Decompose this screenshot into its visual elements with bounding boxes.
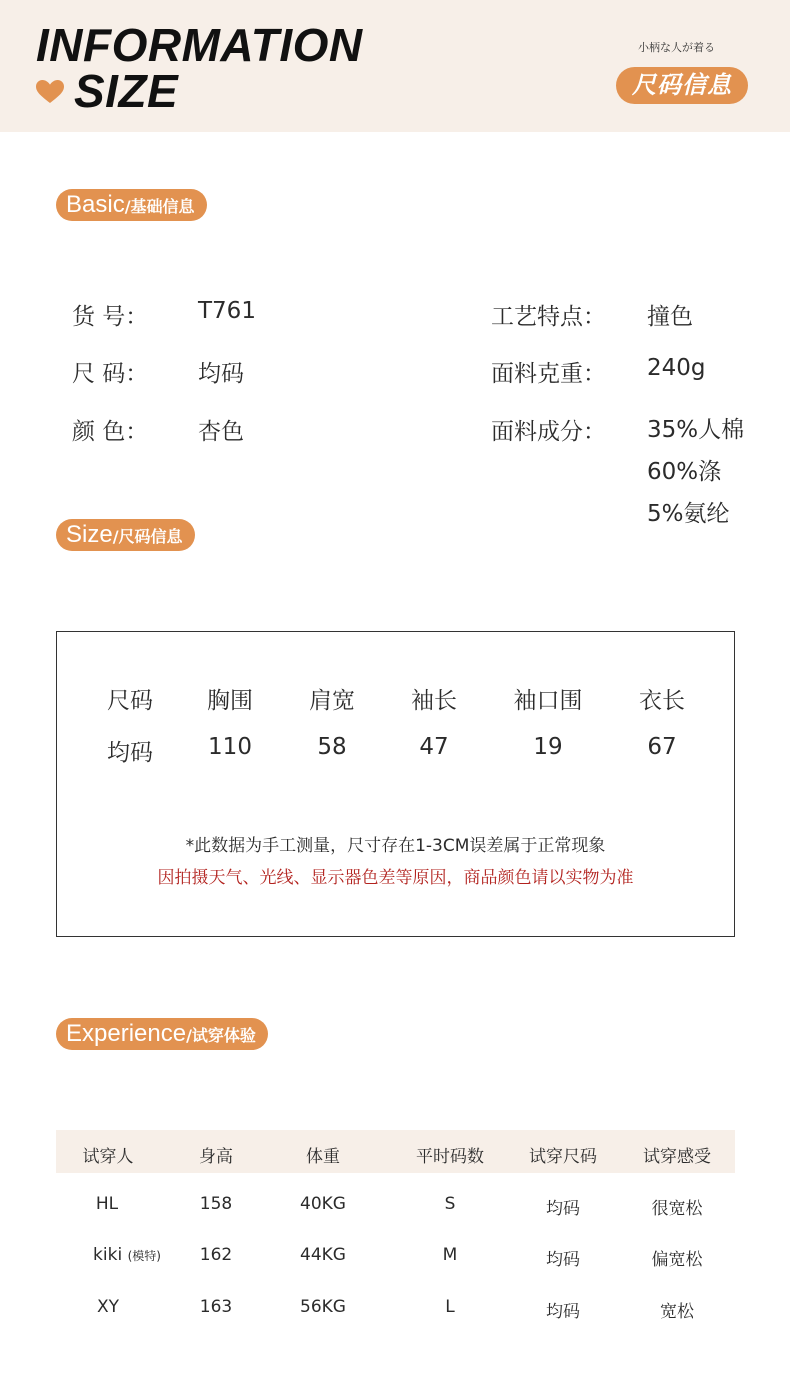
heart-icon [36,80,64,104]
composition-value: 5%氨纶 [647,501,730,527]
item-no-value: T761 [198,298,256,324]
title-size: SIZE [74,65,179,117]
model-tag: (模特) [127,1249,161,1263]
size-header-cell: 胸围 [207,688,253,714]
composition-label: 面料成分： [491,419,606,445]
exp-usual-size: M [442,1245,458,1265]
section-size-en: Size [66,521,113,548]
exp-usual-size: S [444,1194,456,1214]
exp-height: 162 [199,1245,233,1265]
size-value-cell: 110 [208,734,252,760]
exp-tried-size: 均码 [546,1302,580,1322]
color-disclaimer: 因拍摄天气、光线、显示器色差等原因，商品颜色请以实物为准 [157,868,634,888]
size-value-cell: 19 [533,734,563,760]
exp-name-text: kiki [93,1245,123,1265]
composition-value: 35%人棉 [647,417,745,443]
section-basic-pill [56,189,207,221]
exp-usual-size: L [445,1297,455,1317]
size-header-cell: 尺码 [107,688,153,714]
size-value-cell: 47 [419,734,449,760]
exp-name: HL [95,1194,119,1214]
exp-header-cell: 体重 [306,1147,340,1167]
title-information: INFORMATION [36,19,363,71]
craft-value: 撞色 [647,304,693,330]
exp-header-cell: 身高 [199,1147,233,1167]
measurement-note: *此数据为手工测量，尺寸存在1-3CM误差属于正常现象 [185,836,606,856]
composition-value: 60%涤 [647,459,722,485]
size-header-cell: 袖长 [411,688,457,714]
size-header-cell: 衣长 [639,688,685,714]
section-experience-pill [56,1018,268,1050]
section-experience-cn: /试穿体验 [186,1026,256,1045]
exp-height: 163 [199,1297,233,1317]
experience-table-header [56,1130,735,1173]
exp-feel: 偏宽松 [651,1250,703,1270]
craft-label: 工艺特点： [491,304,606,330]
header-tagline: 小柄な人が着る [638,41,715,54]
size-value-cell: 58 [317,734,347,760]
size-value-cell: 均码 [107,740,153,766]
size-header-cell: 肩宽 [309,688,355,714]
exp-name: XY [96,1297,120,1317]
item-no-label: 货 号： [72,304,149,330]
exp-tried-size: 均码 [546,1250,580,1270]
exp-weight: 44KG [300,1245,346,1265]
fabric-weight-value: 240g [647,355,706,381]
size-header-cell: 袖口围 [513,688,583,714]
size-value-cell: 67 [647,734,677,760]
exp-header-cell: 试穿感受 [643,1147,711,1167]
exp-weight: 56KG [300,1297,346,1317]
section-size-cn: /尺码信息 [112,527,183,546]
section-experience-en: Experience [66,1020,187,1047]
section-basic-en: Basic [66,191,125,218]
size-table [56,631,735,937]
exp-weight: 40KG [300,1194,346,1214]
size-label: 尺 码： [72,361,149,387]
fabric-weight-label: 面料克重： [491,361,606,387]
exp-header-cell: 平时码数 [416,1147,484,1167]
section-size-pill [56,519,195,551]
exp-header-cell: 试穿人 [82,1147,134,1167]
section-basic-cn: /基础信息 [124,197,195,216]
color-value: 杏色 [198,419,244,445]
exp-height: 158 [199,1194,233,1214]
exp-feel: 很宽松 [651,1199,703,1219]
exp-feel: 宽松 [660,1302,694,1322]
header-banner [0,0,790,132]
size-value: 均码 [198,361,244,387]
size-info-badge: 尺码信息 [616,67,748,104]
exp-header-cell: 试穿尺码 [529,1147,597,1167]
color-label: 颜 色： [72,419,149,445]
exp-tried-size: 均码 [546,1199,580,1219]
